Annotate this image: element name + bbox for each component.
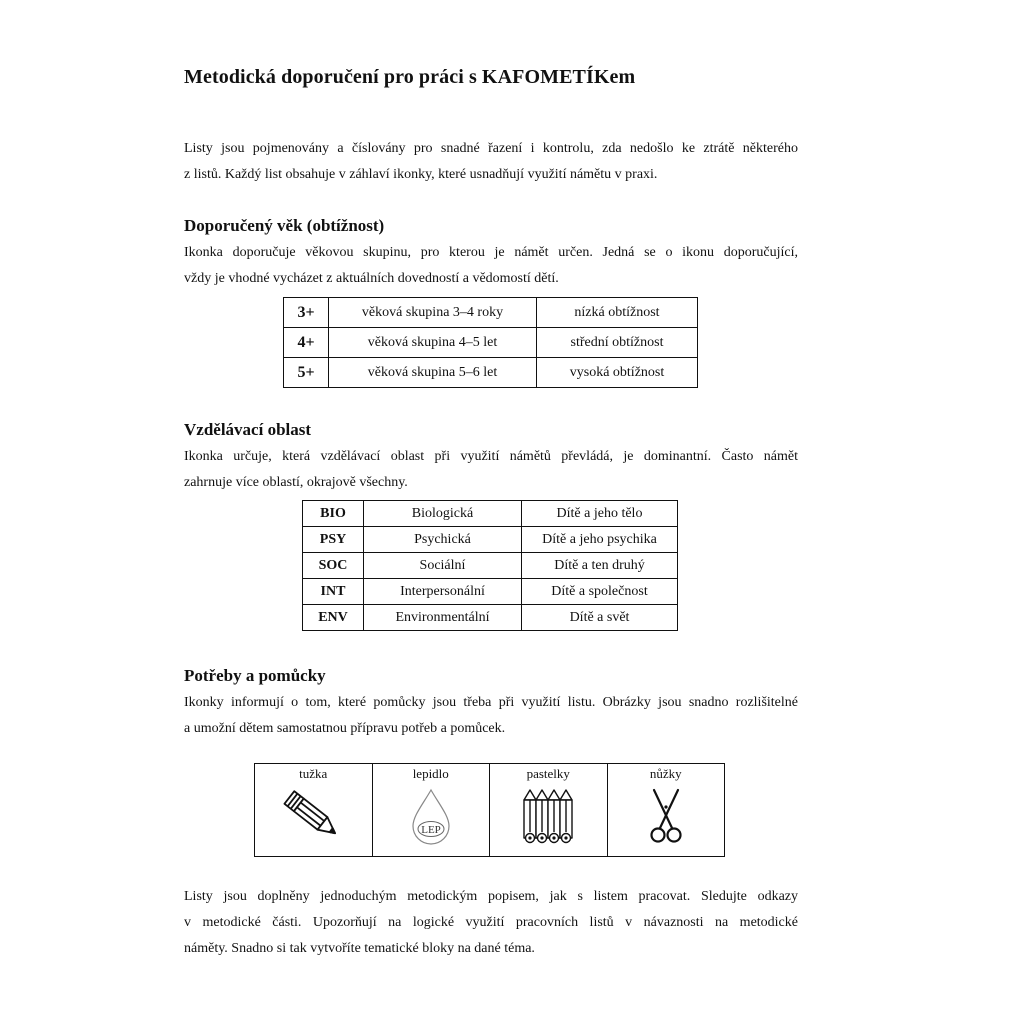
- area-line: Ikonka určuje, která vzdělávací oblast při využití námětů převládá, je dominantní. Často námět: [184, 449, 798, 464]
- area-name-cell: Psychická: [364, 527, 522, 553]
- area-code-cell: PSY: [303, 527, 364, 553]
- tool-label: pastelky: [526, 766, 570, 781]
- crayons-icon: [518, 788, 578, 846]
- area-heading: Vzdělávací oblast: [184, 420, 312, 439]
- tool-cell-scissors: [607, 764, 725, 857]
- closing-line: v metodické části. Upozorňují na logické využití pracovních listů v návaznosti na metodické: [184, 915, 798, 930]
- age-code-cell: 5+: [284, 358, 329, 388]
- tools-table: [254, 763, 725, 857]
- table-row: [303, 579, 678, 605]
- area-line: zahrnuje více oblastí, okrajově všechny.: [184, 475, 408, 490]
- area-code-cell: INT: [303, 579, 364, 605]
- area-name-cell: Biologická: [364, 501, 522, 527]
- tool-label: lepidlo: [412, 766, 449, 781]
- table-row: [284, 328, 698, 358]
- tool-cell-crayons: [490, 764, 608, 857]
- table-row: [255, 764, 725, 857]
- table-row: [303, 501, 678, 527]
- age-group-cell: věková skupina 4–5 let: [329, 328, 537, 358]
- area-name-cell: Interpersonální: [364, 579, 522, 605]
- pencil-icon: [281, 788, 345, 844]
- tool-cell-glue: [372, 764, 490, 857]
- table-row: [303, 605, 678, 631]
- tool-cell-pencil: [255, 764, 373, 857]
- age-line: Ikonka doporučuje věkovou skupinu, pro kterou je námět určen. Jedná se o ikonu doporučující,: [184, 245, 798, 260]
- difficulty-cell: vysoká obtížnost: [537, 358, 698, 388]
- tools-line: Ikonky informují o tom, které pomůcky jsou třeba při využití listu. Obrázky jsou snadno rozlišitelné: [184, 695, 798, 710]
- tools-line: a umožní dětem samostatnou přípravu potřeb a pomůcek.: [184, 721, 506, 736]
- intro-line: z listů. Každý list obsahuje v záhlaví ikonky, které usnadňují využití námětu v praxi.: [184, 167, 658, 182]
- area-code-cell: BIO: [303, 501, 364, 527]
- closing-line: Listy jsou doplněny jednoduchým metodickým popisem, jak s listem pracovat. Sledujte odkazy: [184, 889, 798, 904]
- area-desc-cell: Dítě a jeho psychika: [522, 527, 678, 553]
- table-row: [303, 553, 678, 579]
- age-line: vždy je vhodné vycházet z aktuálních dovedností a vědomostí dětí.: [184, 271, 559, 286]
- tool-label: tužka: [299, 766, 328, 781]
- tools-paragraph: [184, 690, 798, 742]
- age-paragraph: [184, 240, 798, 292]
- difficulty-cell: střední obtížnost: [537, 328, 698, 358]
- closing-paragraph: [184, 884, 798, 962]
- tool-label: nůžky: [649, 766, 682, 781]
- glue-label: LEP: [420, 824, 441, 836]
- glue-drop-icon: [409, 788, 453, 846]
- table-row: [284, 298, 698, 328]
- table-row: [284, 358, 698, 388]
- age-heading: Doporučený věk (obtížnost): [184, 216, 385, 235]
- area-paragraph: [184, 444, 798, 496]
- age-group-cell: věková skupina 3–4 roky: [329, 298, 537, 328]
- age-code-cell: 4+: [284, 328, 329, 358]
- area-name-cell: Environmentální: [364, 605, 522, 631]
- age-code-cell: 3+: [284, 298, 329, 328]
- age-group-cell: věková skupina 5–6 let: [329, 358, 537, 388]
- document-page: [184, 0, 798, 1024]
- tools-heading: Potřeby a pomůcky: [184, 666, 326, 685]
- intro-paragraph: [184, 136, 798, 188]
- age-table: [283, 297, 698, 388]
- page-title: Metodická doporučení pro práci s KAFOMETÍKem: [184, 66, 636, 88]
- area-desc-cell: Dítě a společnost: [522, 579, 678, 605]
- intro-line: Listy jsou pojmenovány a číslovány pro snadné řazení i kontrolu, zda nedošlo ke ztrátě některého: [184, 141, 798, 156]
- table-row: [303, 527, 678, 553]
- area-table: [302, 500, 678, 631]
- area-desc-cell: Dítě a ten druhý: [522, 553, 678, 579]
- area-name-cell: Sociální: [364, 553, 522, 579]
- difficulty-cell: nízká obtížnost: [537, 298, 698, 328]
- area-desc-cell: Dítě a svět: [522, 605, 678, 631]
- area-code-cell: ENV: [303, 605, 364, 631]
- area-code-cell: SOC: [303, 553, 364, 579]
- closing-line: náměty. Snadno si tak vytvoříte tematické bloky na dané téma.: [184, 941, 535, 956]
- scissors-icon: [646, 788, 686, 846]
- area-desc-cell: Dítě a jeho tělo: [522, 501, 678, 527]
